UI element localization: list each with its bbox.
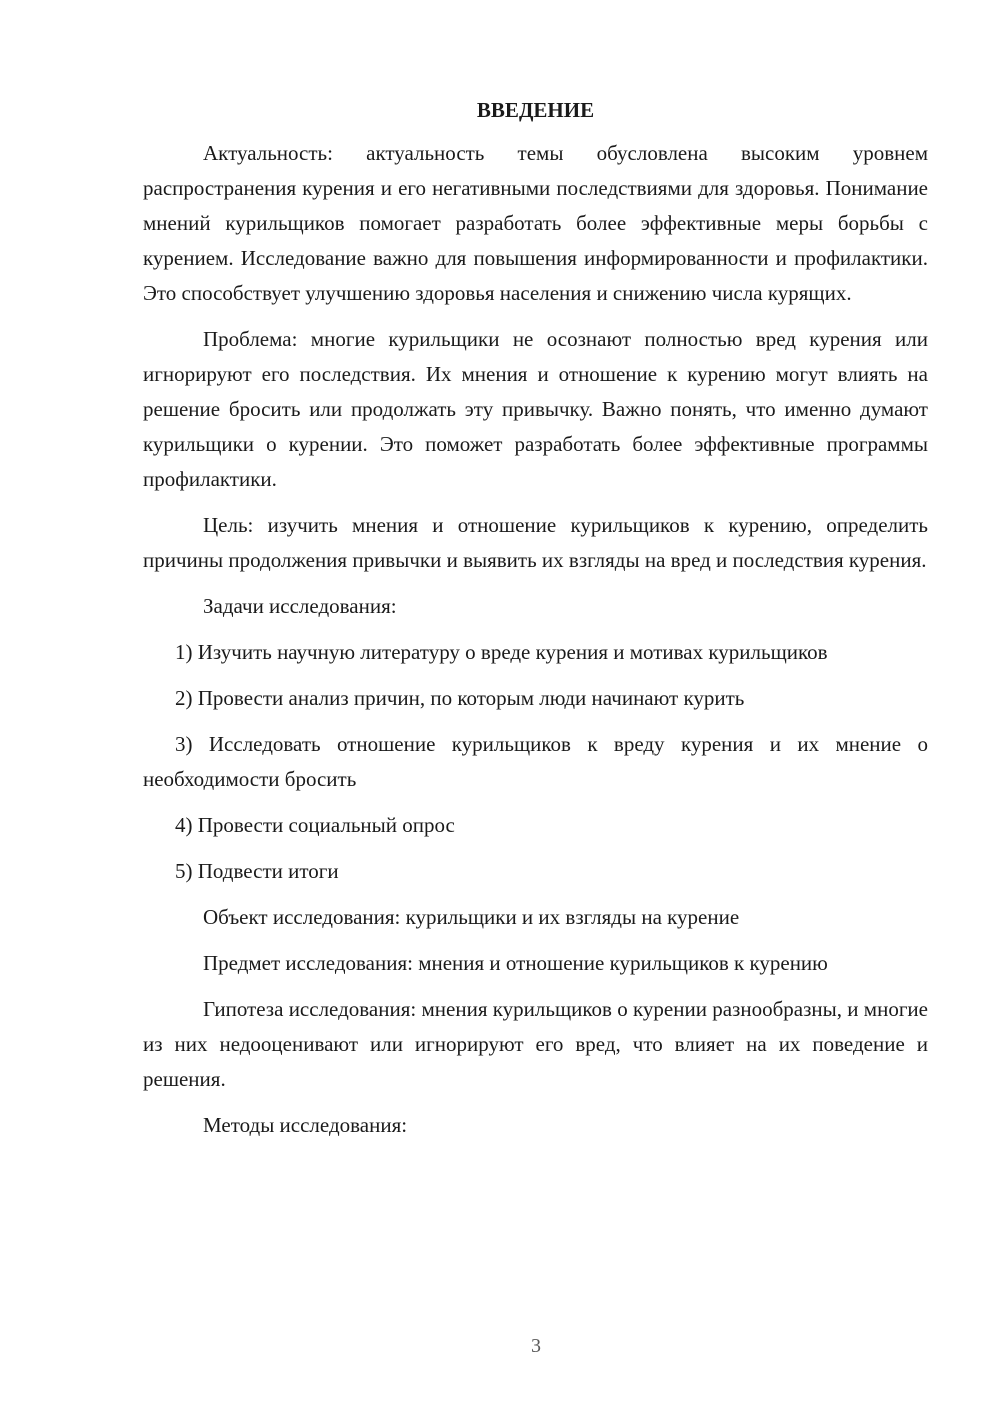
task-item-5: 5) Подвести итоги <box>175 859 339 883</box>
task-item-3: 3) Исследовать отношение курильщиков к вреду курения и их мнение о необходимости бросить <box>143 732 928 791</box>
task-item-4: 4) Провести социальный опрос <box>175 813 455 837</box>
problem-paragraph: Проблема: многие курильщики не осознают полностью вред курения или игнорируют его последствия. Их мнения и отношение к курению могут влиять на решение бросить или продолжать эту привычку. Важно понять, что именно думают курильщики о курении. Это поможет разработать более эффективные программы профилактики. <box>143 327 928 491</box>
page-content <box>143 96 928 1154</box>
object-paragraph: Объект исследования: курильщики и их взгляды на курение <box>203 905 740 929</box>
hypothesis-paragraph: Гипотеза исследования: мнения курильщиков о курении разнообразны, и многие из них недооценивают или игнорируют его вред, что влияет на их поведение и решения. <box>143 997 928 1091</box>
subject-paragraph: Предмет исследования: мнения и отношение курильщиков к курению <box>203 951 828 975</box>
task-item-1: 1) Изучить научную литературу о вреде курения и мотивах курильщиков <box>175 640 828 664</box>
goal-paragraph: Цель: изучить мнения и отношение курильщиков к курению, определить причины продолжения привычки и выявить их взгляды на вред и последствия курения. <box>143 513 928 572</box>
tasks-heading: Задачи исследования: <box>203 594 397 618</box>
page-number: 3 <box>531 1335 541 1357</box>
task-item-2: 2) Провести анализ причин, по которым люди начинают курить <box>175 686 745 710</box>
section-title: ВВЕДЕНИЕ <box>476 98 595 122</box>
relevance-paragraph: Актуальность: актуальность темы обусловлена высоким уровнем распространения курения и его негативными последствиями для здоровья. Понимание мнений курильщиков помогает разработать более эффективные меры борьбы с курением. Исследование важно для повышения информированности и профилактики. Это способствует улучшению здоровья населения и снижению числа курящих. <box>143 141 928 305</box>
methods-heading: Методы исследования: <box>203 1113 408 1137</box>
